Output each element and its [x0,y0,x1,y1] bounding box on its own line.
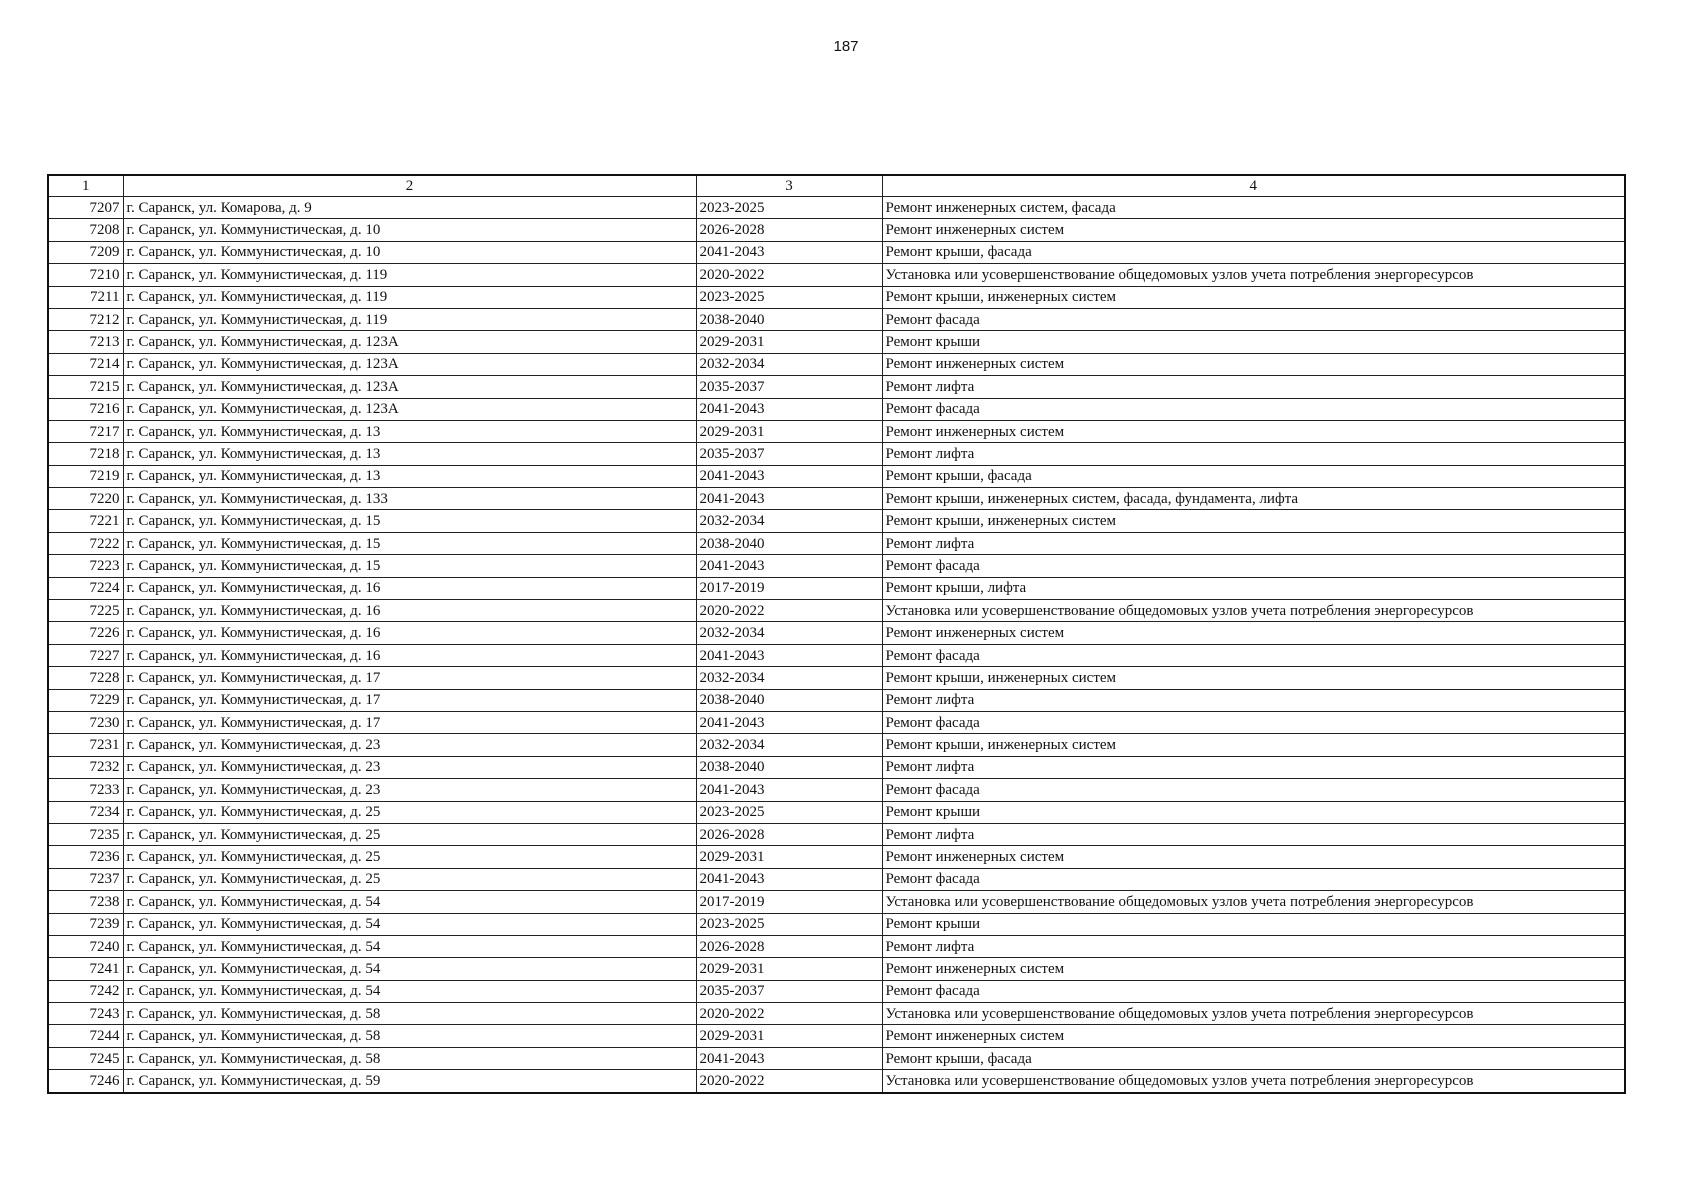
period-cell: 2020-2022 [696,1003,882,1025]
row-number-cell: 7226 [48,622,123,644]
address-cell: г. Саранск, ул. Коммунистическая, д. 16 [123,577,696,599]
row-number-cell: 7232 [48,756,123,778]
period-cell: 2020-2022 [696,600,882,622]
address-cell: г. Саранск, ул. Коммунистическая, д. 54 [123,913,696,935]
works-cell: Ремонт инженерных систем [882,420,1625,442]
period-cell: 2032-2034 [696,353,882,375]
table-row [48,868,1625,890]
address-cell: г. Саранск, ул. Коммунистическая, д. 25 [123,868,696,890]
period-cell: 2023-2025 [696,197,882,219]
row-number-cell: 7210 [48,264,123,286]
table-row [48,711,1625,733]
table-row [48,891,1625,913]
works-cell: Ремонт фасада [882,555,1625,577]
period-cell: 2041-2043 [696,555,882,577]
row-number-cell: 7219 [48,465,123,487]
works-cell: Установка или усовершенствование общедомовых узлов учета потребления энергоресурсов [882,264,1625,286]
table-body [48,175,1625,1093]
period-cell: 2032-2034 [696,622,882,644]
address-cell: г. Саранск, ул. Коммунистическая, д. 16 [123,600,696,622]
row-number-cell: 7238 [48,891,123,913]
works-cell: Ремонт лифта [882,443,1625,465]
address-cell: г. Саранск, ул. Коммунистическая, д. 23 [123,779,696,801]
address-cell: г. Саранск, ул. Коммунистическая, д. 133 [123,488,696,510]
row-number-cell: 7229 [48,689,123,711]
address-cell: г. Саранск, ул. Коммунистическая, д. 13 [123,465,696,487]
works-cell: Ремонт инженерных систем [882,219,1625,241]
table-row [48,286,1625,308]
address-cell: г. Саранск, ул. Комарова, д. 9 [123,197,696,219]
address-cell: г. Саранск, ул. Коммунистическая, д. 54 [123,891,696,913]
works-cell: Ремонт крыши, фасада [882,1047,1625,1069]
table-row [48,488,1625,510]
table-row [48,644,1625,666]
works-cell: Ремонт лифта [882,689,1625,711]
table-header-row [48,175,1625,197]
table-row [48,241,1625,263]
works-cell: Ремонт фасада [882,779,1625,801]
row-number-cell: 7215 [48,376,123,398]
address-cell: г. Саранск, ул. Коммунистическая, д. 15 [123,510,696,532]
table-row [48,689,1625,711]
address-cell: г. Саранск, ул. Коммунистическая, д. 58 [123,1025,696,1047]
table-row [48,667,1625,689]
table-row [48,532,1625,554]
period-cell: 2032-2034 [696,734,882,756]
period-cell: 2029-2031 [696,331,882,353]
table-row [48,846,1625,868]
row-number-cell: 7223 [48,555,123,577]
period-cell: 2023-2025 [696,286,882,308]
address-cell: г. Саранск, ул. Коммунистическая, д. 17 [123,667,696,689]
works-cell: Ремонт крыши, фасада [882,465,1625,487]
period-cell: 2032-2034 [696,510,882,532]
table-row [48,308,1625,330]
address-cell: г. Саранск, ул. Коммунистическая, д. 17 [123,711,696,733]
row-number-cell: 7207 [48,197,123,219]
works-cell: Ремонт фасада [882,398,1625,420]
works-cell: Ремонт инженерных систем, фасада [882,197,1625,219]
works-cell: Ремонт лифта [882,376,1625,398]
table-row [48,420,1625,442]
row-number-cell: 7230 [48,711,123,733]
works-cell: Ремонт крыши [882,913,1625,935]
row-number-cell: 7209 [48,241,123,263]
address-cell: г. Саранск, ул. Коммунистическая, д. 23 [123,756,696,778]
row-number-cell: 7213 [48,331,123,353]
period-cell: 2035-2037 [696,980,882,1002]
row-number-cell: 7211 [48,286,123,308]
row-number-cell: 7237 [48,868,123,890]
table-row [48,600,1625,622]
period-cell: 2029-2031 [696,420,882,442]
works-cell: Ремонт лифта [882,935,1625,957]
works-cell: Установка или усовершенствование общедомовых узлов учета потребления энергоресурсов [882,1003,1625,1025]
page-number: 187 [833,38,859,55]
period-cell: 2041-2043 [696,488,882,510]
table-row [48,398,1625,420]
table-row [48,219,1625,241]
row-number-cell: 7236 [48,846,123,868]
address-cell: г. Саранск, ул. Коммунистическая, д. 54 [123,935,696,957]
works-cell: Ремонт лифта [882,756,1625,778]
row-number-cell: 7234 [48,801,123,823]
period-cell: 2041-2043 [696,779,882,801]
works-cell: Ремонт лифта [882,823,1625,845]
table-row [48,1047,1625,1069]
address-cell: г. Саранск, ул. Коммунистическая, д. 58 [123,1047,696,1069]
works-cell: Установка или усовершенствование общедомовых узлов учета потребления энергоресурсов [882,600,1625,622]
address-cell: г. Саранск, ул. Коммунистическая, д. 16 [123,644,696,666]
works-cell: Ремонт крыши, инженерных систем [882,734,1625,756]
period-cell: 2038-2040 [696,756,882,778]
works-cell: Ремонт фасада [882,980,1625,1002]
table-row [48,331,1625,353]
row-number-cell: 7239 [48,913,123,935]
table-row [48,801,1625,823]
address-cell: г. Саранск, ул. Коммунистическая, д. 16 [123,622,696,644]
works-cell: Установка или усовершенствование общедомовых узлов учета потребления энергоресурсов [882,1070,1625,1093]
row-number-cell: 7235 [48,823,123,845]
row-number-cell: 7221 [48,510,123,532]
works-cell: Ремонт фасада [882,308,1625,330]
row-number-cell: 7217 [48,420,123,442]
period-cell: 2032-2034 [696,667,882,689]
table-row [48,980,1625,1002]
address-cell: г. Саранск, ул. Коммунистическая, д. 119 [123,308,696,330]
works-cell: Ремонт крыши, инженерных систем [882,667,1625,689]
row-number-cell: 7222 [48,532,123,554]
repair-schedule-table [47,174,1626,1094]
row-number-cell: 7242 [48,980,123,1002]
address-cell: г. Саранск, ул. Коммунистическая, д. 119 [123,286,696,308]
row-number-cell: 7246 [48,1070,123,1093]
works-cell: Ремонт инженерных систем [882,1025,1625,1047]
address-cell: г. Саранск, ул. Коммунистическая, д. 58 [123,1003,696,1025]
period-cell: 2041-2043 [696,241,882,263]
address-cell: г. Саранск, ул. Коммунистическая, д. 123А [123,353,696,375]
period-cell: 2026-2028 [696,935,882,957]
table-row [48,353,1625,375]
works-cell: Ремонт крыши [882,331,1625,353]
address-cell: г. Саранск, ул. Коммунистическая, д. 54 [123,958,696,980]
table-row [48,510,1625,532]
works-cell: Ремонт крыши, инженерных систем [882,510,1625,532]
address-cell: г. Саранск, ул. Коммунистическая, д. 123А [123,376,696,398]
works-cell: Ремонт лифта [882,532,1625,554]
period-cell: 2041-2043 [696,868,882,890]
column-header-1: 1 [48,175,123,197]
period-cell: 2023-2025 [696,801,882,823]
table-row [48,197,1625,219]
row-number-cell: 7216 [48,398,123,420]
works-cell: Ремонт фасада [882,644,1625,666]
table-row [48,1003,1625,1025]
works-cell: Ремонт крыши, инженерных систем, фасада, фундамента, лифта [882,488,1625,510]
period-cell: 2026-2028 [696,823,882,845]
period-cell: 2041-2043 [696,711,882,733]
column-header-3: 3 [696,175,882,197]
works-cell: Ремонт крыши, фасада [882,241,1625,263]
row-number-cell: 7231 [48,734,123,756]
works-cell: Ремонт инженерных систем [882,353,1625,375]
table-row [48,734,1625,756]
row-number-cell: 7208 [48,219,123,241]
address-cell: г. Саранск, ул. Коммунистическая, д. 119 [123,264,696,286]
address-cell: г. Саранск, ул. Коммунистическая, д. 10 [123,219,696,241]
address-cell: г. Саранск, ул. Коммунистическая, д. 10 [123,241,696,263]
works-cell: Ремонт фасада [882,868,1625,890]
period-cell: 2041-2043 [696,1047,882,1069]
period-cell: 2017-2019 [696,891,882,913]
table-row [48,443,1625,465]
address-cell: г. Саранск, ул. Коммунистическая, д. 25 [123,823,696,845]
period-cell: 2035-2037 [696,376,882,398]
period-cell: 2029-2031 [696,1025,882,1047]
period-cell: 2020-2022 [696,264,882,286]
period-cell: 2035-2037 [696,443,882,465]
period-cell: 2017-2019 [696,577,882,599]
table-row [48,622,1625,644]
address-cell: г. Саранск, ул. Коммунистическая, д. 123А [123,398,696,420]
period-cell: 2038-2040 [696,532,882,554]
row-number-cell: 7228 [48,667,123,689]
period-cell: 2029-2031 [696,846,882,868]
address-cell: г. Саранск, ул. Коммунистическая, д. 59 [123,1070,696,1093]
address-cell: г. Саранск, ул. Коммунистическая, д. 13 [123,420,696,442]
table-row [48,779,1625,801]
address-cell: г. Саранск, ул. Коммунистическая, д. 15 [123,532,696,554]
row-number-cell: 7233 [48,779,123,801]
period-cell: 2029-2031 [696,958,882,980]
address-cell: г. Саранск, ул. Коммунистическая, д. 54 [123,980,696,1002]
address-cell: г. Саранск, ул. Коммунистическая, д. 23 [123,734,696,756]
row-number-cell: 7214 [48,353,123,375]
period-cell: 2041-2043 [696,465,882,487]
row-number-cell: 7212 [48,308,123,330]
row-number-cell: 7244 [48,1025,123,1047]
address-cell: г. Саранск, ул. Коммунистическая, д. 13 [123,443,696,465]
table-row [48,958,1625,980]
column-header-2: 2 [123,175,696,197]
works-cell: Ремонт крыши [882,801,1625,823]
period-cell: 2038-2040 [696,689,882,711]
table-row [48,577,1625,599]
column-header-4: 4 [882,175,1625,197]
works-cell: Ремонт крыши, инженерных систем [882,286,1625,308]
row-number-cell: 7245 [48,1047,123,1069]
period-cell: 2038-2040 [696,308,882,330]
table-row [48,823,1625,845]
table-row [48,1025,1625,1047]
row-number-cell: 7224 [48,577,123,599]
works-cell: Ремонт фасада [882,711,1625,733]
table-row [48,913,1625,935]
works-cell: Ремонт инженерных систем [882,958,1625,980]
table-row [48,264,1625,286]
works-cell: Ремонт инженерных систем [882,622,1625,644]
address-cell: г. Саранск, ул. Коммунистическая, д. 25 [123,846,696,868]
period-cell: 2020-2022 [696,1070,882,1093]
table-row [48,756,1625,778]
row-number-cell: 7241 [48,958,123,980]
row-number-cell: 7225 [48,600,123,622]
table-row [48,935,1625,957]
period-cell: 2023-2025 [696,913,882,935]
table-row [48,376,1625,398]
works-cell: Установка или усовершенствование общедомовых узлов учета потребления энергоресурсов [882,891,1625,913]
address-cell: г. Саранск, ул. Коммунистическая, д. 25 [123,801,696,823]
table-row [48,465,1625,487]
table-row [48,555,1625,577]
address-cell: г. Саранск, ул. Коммунистическая, д. 123А [123,331,696,353]
row-number-cell: 7243 [48,1003,123,1025]
works-cell: Ремонт крыши, лифта [882,577,1625,599]
row-number-cell: 7240 [48,935,123,957]
period-cell: 2041-2043 [696,644,882,666]
row-number-cell: 7220 [48,488,123,510]
works-cell: Ремонт инженерных систем [882,846,1625,868]
table-row [48,1070,1625,1093]
address-cell: г. Саранск, ул. Коммунистическая, д. 15 [123,555,696,577]
period-cell: 2041-2043 [696,398,882,420]
row-number-cell: 7227 [48,644,123,666]
address-cell: г. Саранск, ул. Коммунистическая, д. 17 [123,689,696,711]
row-number-cell: 7218 [48,443,123,465]
period-cell: 2026-2028 [696,219,882,241]
